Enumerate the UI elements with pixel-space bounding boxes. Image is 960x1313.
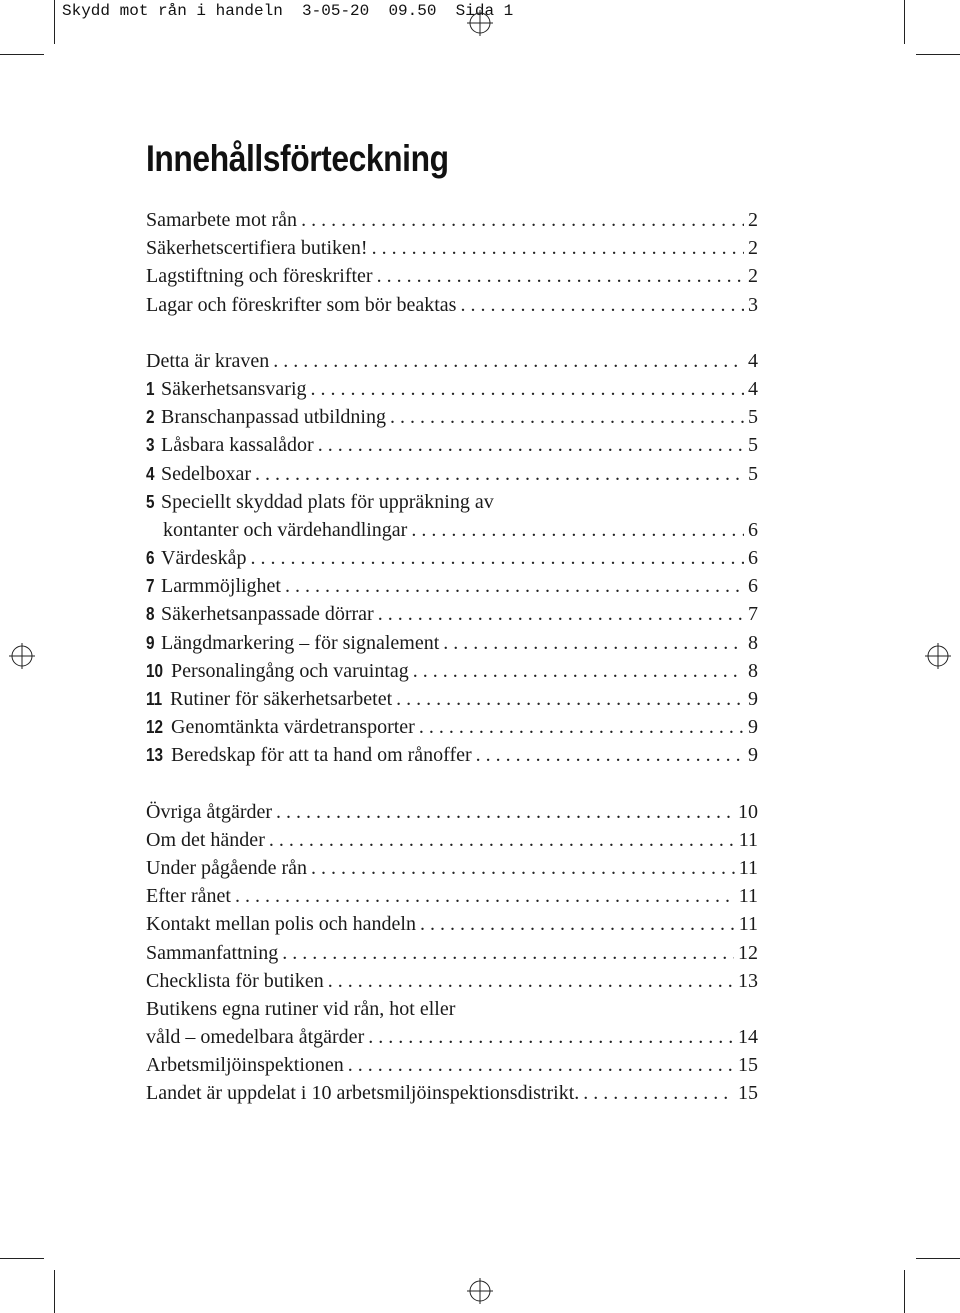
crop-mark (0, 1258, 44, 1259)
toc-entry (146, 685, 758, 713)
toc-dot-leader (476, 741, 744, 769)
registration-mark-icon (467, 10, 493, 36)
toc-dot-leader (396, 685, 744, 713)
table-of-contents (146, 206, 758, 1108)
toc-entry-label-group (146, 234, 368, 262)
toc-entry (146, 460, 758, 488)
toc-dot-leader (269, 826, 735, 854)
toc-page-number: 12 (738, 941, 758, 964)
toc-entry-label: Säkerhetsansvarig (161, 377, 307, 400)
toc-page-number: 9 (748, 688, 758, 710)
toc-entry (146, 826, 758, 854)
toc-entry-number: 8 (146, 604, 155, 625)
toc-entry (146, 234, 758, 262)
toc-entry (146, 713, 758, 741)
toc-entry-label-group (146, 572, 281, 600)
toc-entry-label: Om det händer (146, 828, 265, 851)
toc-entry (146, 741, 758, 769)
toc-entry-number: 10 (146, 660, 164, 681)
toc-page-number: 5 (748, 462, 758, 485)
toc-dot-leader (443, 629, 744, 657)
toc-dot-leader (377, 262, 744, 290)
toc-entry (146, 854, 758, 882)
toc-entry (146, 798, 758, 826)
toc-page-number: 2 (748, 265, 758, 288)
toc-entry-label: Lagar och föreskrifter som bör beaktas (146, 293, 457, 316)
toc-entry-label-group (146, 1023, 364, 1051)
toc-page-number: 6 (748, 575, 758, 598)
toc-entry-number: 7 (146, 576, 155, 597)
toc-dot-leader (583, 1079, 734, 1107)
toc-entry-number: 2 (146, 407, 155, 428)
toc-dot-leader (285, 572, 744, 600)
toc-page-number: 9 (748, 716, 758, 739)
toc-entry-label-group (146, 544, 247, 572)
toc-entry (146, 657, 758, 685)
toc-entry-label-group (146, 488, 494, 516)
toc-entry-label-group (146, 600, 374, 628)
toc-dot-leader (460, 291, 744, 319)
toc-entry-label: Checklista för butiken (146, 969, 324, 992)
toc-entry-label-group (146, 629, 439, 657)
crop-mark (916, 54, 960, 55)
toc-page-number: 11 (738, 885, 758, 908)
toc-entry-label: Längdmarkering – för signalement (161, 631, 440, 654)
toc-entry-number: 1 (146, 378, 155, 399)
toc-entry (146, 1023, 758, 1051)
toc-dot-leader (311, 375, 744, 403)
toc-entry-label: Detta är kraven (146, 349, 270, 372)
toc-page-number: 3 (748, 293, 758, 316)
toc-entry-label: Övriga åtgärder (146, 800, 273, 823)
toc-entry (146, 516, 758, 544)
toc-entry (146, 544, 758, 572)
toc-dot-leader (390, 403, 744, 431)
toc-dot-leader (301, 206, 744, 234)
toc-entry-label-group (146, 967, 324, 995)
toc-page-number: 6 (748, 547, 758, 570)
toc-dot-leader (311, 854, 735, 882)
toc-entry (146, 375, 758, 403)
registration-mark-icon (9, 643, 35, 669)
toc-entry-label-group (146, 431, 314, 459)
toc-entry (146, 1051, 758, 1079)
toc-entry (146, 431, 758, 459)
toc-entry (146, 995, 758, 1023)
toc-page-number: 11 (738, 856, 758, 879)
toc-entry (146, 291, 758, 319)
toc-dot-leader (411, 516, 744, 544)
toc-entry (146, 629, 758, 657)
toc-entry-label-group (146, 939, 278, 967)
toc-entry-label: Lagstiftning och föreskrifter (146, 265, 373, 288)
toc-entry-label-group (146, 206, 297, 234)
toc-page-number: 14 (738, 1026, 758, 1049)
toc-page-number: 5 (748, 406, 758, 429)
registration-mark-icon (925, 643, 951, 669)
toc-entry-number: 5 (146, 491, 155, 512)
toc-entry (146, 262, 758, 290)
toc-page-number: 5 (748, 434, 758, 457)
toc-entry-label: Speciellt skyddad plats för uppräkning av (161, 490, 494, 513)
crop-mark (916, 1258, 960, 1259)
crop-mark (0, 54, 44, 55)
toc-dot-leader (235, 882, 735, 910)
toc-entry-label: Landet är uppdelat i 10 arbetsmiljöinspektionsdistrikt. (146, 1082, 580, 1105)
toc-dot-leader (420, 910, 735, 938)
toc-entry (146, 488, 758, 516)
toc-page-number: 11 (738, 913, 758, 936)
toc-entry (146, 910, 758, 938)
toc-entry (146, 572, 758, 600)
toc-dot-leader (318, 431, 744, 459)
toc-entry (146, 206, 758, 234)
toc-dot-leader (368, 1023, 734, 1051)
print-slug: Skydd mot rån i handeln 3-05-20 09.50 Sida 1 (62, 2, 514, 20)
toc-entry-label: Låsbara kassalådor (161, 434, 314, 457)
toc-entry-label: Samarbete mot rån (146, 209, 298, 231)
toc-page-number: 4 (748, 349, 758, 372)
registration-mark-icon (467, 1278, 493, 1304)
toc-entry-label: kontanter och värdehandlingar (163, 518, 408, 541)
toc-entry-label: Sedelboxar (161, 462, 251, 485)
crop-mark (904, 1270, 905, 1313)
toc-entry-label-group (146, 657, 409, 685)
crop-mark (904, 0, 905, 44)
toc-entry-label: våld – omedelbara åtgärder (146, 1026, 365, 1049)
toc-entry-label: Larmmöjlighet (161, 575, 281, 598)
toc-entry-label: Sammanfattning (146, 941, 279, 964)
toc-entry-label-group (146, 262, 373, 290)
toc-entry-label-group (146, 882, 231, 910)
toc-entry-label-group (146, 291, 456, 319)
toc-entry-label: Personalingång och varuintag (171, 659, 409, 682)
toc-entry-label: Rutiner för säkerhetsarbetet (170, 688, 393, 710)
toc-entry-number: 3 (146, 435, 155, 456)
crop-mark (54, 1270, 55, 1313)
toc-entry-label-group (146, 516, 407, 544)
toc-entry-label-group (146, 347, 269, 375)
toc-dot-leader (251, 544, 744, 572)
toc-page-number: 7 (748, 603, 758, 626)
toc-entry-number: 4 (146, 463, 155, 484)
toc-entry-label: Beredskap för att ta hand om rånoffer (171, 744, 472, 767)
toc-entry-label-group (146, 854, 307, 882)
toc-entry-label-group (146, 460, 251, 488)
toc-entry-label: Kontakt mellan polis och handeln (146, 913, 416, 936)
toc-page-number: 4 (748, 377, 758, 400)
crop-mark (54, 0, 55, 44)
toc-dot-leader (255, 460, 744, 488)
toc-page-number: 8 (748, 659, 758, 682)
toc-entry-label-group (146, 741, 472, 769)
toc-entry-label-group (146, 798, 272, 826)
toc-dot-leader (328, 967, 734, 995)
toc-entry-label-group (146, 375, 307, 403)
toc-page-number: 10 (738, 800, 758, 823)
toc-entry-number: 11 (146, 689, 163, 709)
toc-dot-leader (282, 939, 734, 967)
toc-entry-label: Genomtänkta värdetransporter (171, 716, 415, 739)
toc-page-number: 2 (748, 209, 758, 231)
toc-dot-leader (273, 347, 744, 375)
toc-entry-label: Arbetsmiljöinspektionen (146, 1054, 344, 1077)
toc-entry-label-group (146, 910, 416, 938)
toc-entry-label: Butikens egna rutiner vid rån, hot eller (146, 997, 456, 1020)
toc-entry-label-group (146, 1051, 344, 1079)
toc-entry (146, 403, 758, 431)
toc-entry-label: Under pågående rån (146, 856, 308, 879)
toc-entry-label-group (146, 403, 386, 431)
toc-page-number: 15 (738, 1082, 758, 1105)
toc-entry (146, 1079, 758, 1107)
toc-entry (146, 967, 758, 995)
toc-page-number: 2 (748, 237, 758, 260)
toc-entry-label-group (146, 995, 455, 1023)
toc-entry-label: Säkerhetscertifiera butiken! (146, 237, 368, 260)
toc-entry-label: Säkerhetsanpassade dörrar (161, 603, 374, 626)
toc-page-number: 13 (738, 969, 758, 992)
toc-entry (146, 882, 758, 910)
toc-dot-leader (378, 600, 744, 628)
toc-entry-label-group (146, 1079, 579, 1107)
toc-entry-label-group (146, 826, 265, 854)
toc-entry-label-group (146, 713, 415, 741)
toc-page-number: 8 (748, 631, 758, 654)
toc-dot-leader (413, 657, 744, 685)
toc-page-number: 6 (748, 518, 758, 541)
toc-page-number: 9 (748, 744, 758, 767)
toc-entry-number: 13 (146, 745, 164, 766)
toc-entry (146, 939, 758, 967)
toc-entry (146, 347, 758, 375)
page-title: Innehållsförteckning (146, 138, 449, 179)
toc-page-number: 15 (738, 1054, 758, 1077)
toc-dot-leader (372, 234, 744, 262)
toc-entry-label-group (146, 685, 392, 713)
toc-dot-leader (276, 798, 734, 826)
toc-entry-label: Efter rånet (146, 885, 231, 908)
toc-entry-number: 9 (146, 632, 155, 653)
toc-entry-number: 6 (146, 548, 155, 569)
toc-page-number: 11 (738, 828, 758, 851)
toc-dot-leader (419, 713, 744, 741)
toc-entry (146, 600, 758, 628)
toc-dot-leader (348, 1051, 734, 1079)
toc-entry-number: 12 (146, 717, 164, 738)
toc-entry-label: Värdeskåp (161, 547, 247, 570)
toc-entry-label: Branschanpassad utbildning (161, 406, 386, 429)
